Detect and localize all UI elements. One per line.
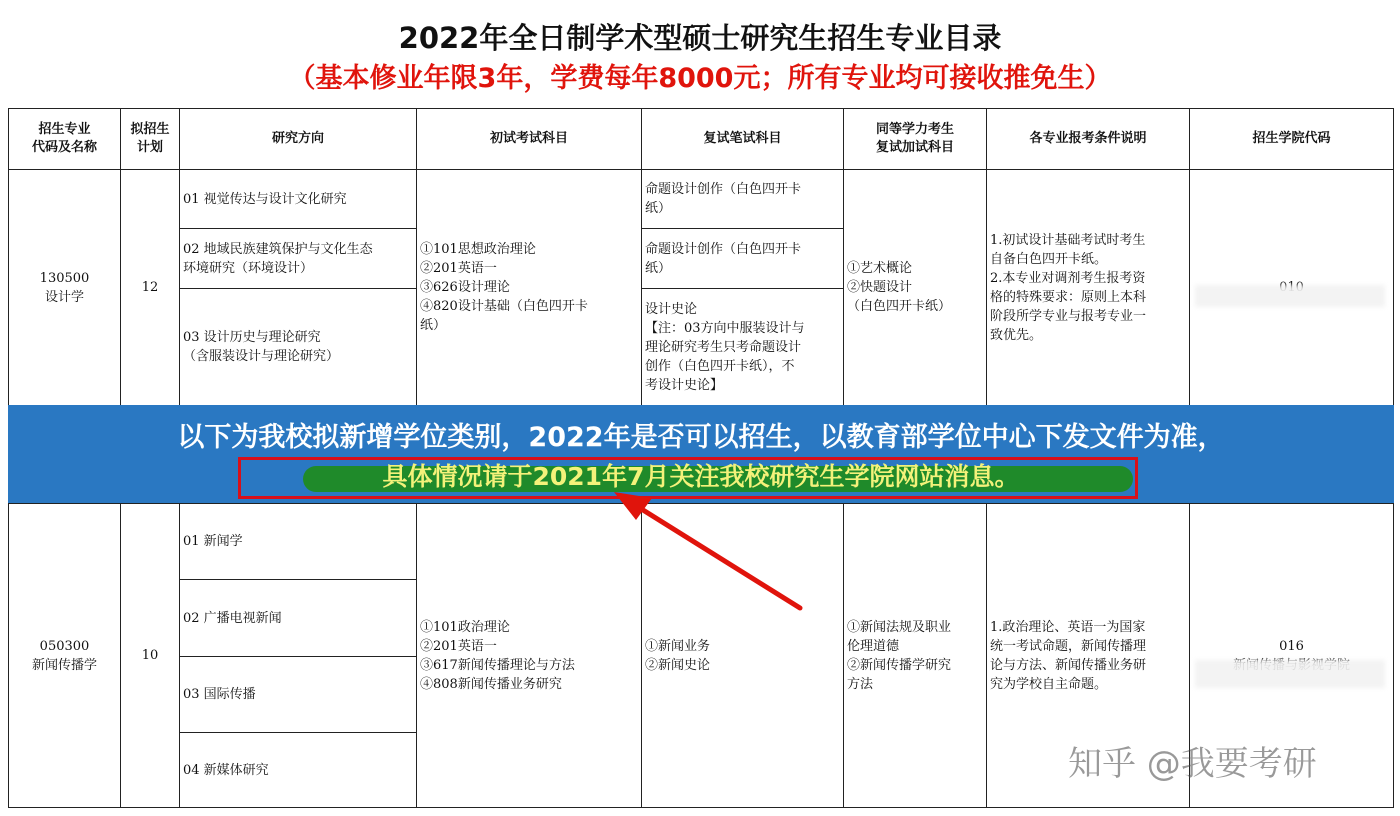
design-plan: 12 xyxy=(120,169,180,406)
journalism-extra: ①新闻法规及职业 伦理道德 ②新闻传播学研究 方法 xyxy=(843,503,987,808)
journalism-major: 050300 新闻传播学 xyxy=(8,503,121,808)
journalism-direction-02: 02 广播电视新闻 xyxy=(179,579,417,657)
header-college: 招生学院代码 xyxy=(1189,108,1394,170)
header-extra: 同等学力考生 复试加试科目 xyxy=(843,108,987,170)
journalism-plan: 10 xyxy=(120,503,180,808)
design-exam2-01: 命题设计创作（白色四开卡 纸） xyxy=(641,169,844,229)
journalism-college: 016 xyxy=(1189,503,1394,808)
design-direction-03: 03 设计历史与理论研究 （含服装设计与理论研究） xyxy=(179,288,417,406)
header-major: 招生专业 代码及名称 xyxy=(8,108,121,170)
design-direction-01: 01 视觉传达与设计文化研究 xyxy=(179,169,417,229)
design-direction-02: 02 地域民族建筑保护与文化生态 环境研究（环境设计） xyxy=(179,228,417,289)
header-conditions: 各专业报考条件说明 xyxy=(986,108,1190,170)
page-title: 2022年全日制学术型硕士研究生招生专业目录 xyxy=(398,21,1002,55)
journalism-exam1: ①101政治理论 ②201英语一 ③617新闻传播理论与方法 ④808新闻传播业务研究 xyxy=(416,503,642,808)
design-major: 130500 设计学 xyxy=(8,169,121,406)
header-direction: 研究方向 xyxy=(179,108,417,170)
page-subtitle: （基本修业年限3年，学费每年8000元；所有专业均可接收推免生） xyxy=(288,63,1112,94)
design-conditions: 1.初试设计基础考试时考生 自备白色四开卡纸。 2.本专业对调剂考生报考资 格的特殊要求：原则上本科 阶段所学专业与报考专业一 致优先。 xyxy=(986,169,1190,406)
journalism-exam2: ①新闻业务 ②新闻史论 xyxy=(641,503,844,808)
journalism-direction-04: 04 新媒体研究 xyxy=(179,732,417,808)
banner-line-2: 具体情况请于2021年7月关注我校研究生学院网站消息。 xyxy=(382,462,1020,491)
zhihu-watermark: 知乎 @我要考研 xyxy=(1068,744,1317,784)
journalism-direction-01: 01 新闻学 xyxy=(179,503,417,580)
design-exam2-03: 设计史论 【注：03方向中服装设计与 理论研究考生只考命题设计 创作（白色四开卡纸），不 考设计史论】 xyxy=(641,288,844,406)
design-exam2-02: 命题设计创作（白色四开卡 纸） xyxy=(641,228,844,289)
journalism-conditions: 1.政治理论、英语一为国家 统一考试命题，新闻传播理 论与方法、新闻传播业务研 究为学校自主命题。 xyxy=(986,503,1190,808)
design-exam1: ①101思想政治理论 ②201英语一 ③626设计理论 ④820设计基础（白色四开卡 纸） xyxy=(416,169,642,406)
header-exam1: 初试考试科目 xyxy=(416,108,642,170)
banner-line-1: 以下为我校拟新增学位类别，2022年是否可以招生，以教育部学位中心下发文件为准， xyxy=(177,422,1225,453)
header-plan: 拟招生 计划 xyxy=(120,108,180,170)
journalism-direction-03: 03 国际传播 xyxy=(179,656,417,733)
header-exam2: 复试笔试科目 xyxy=(641,108,844,170)
design-extra: ①艺术概论 ②快题设计 （白色四开卡纸） xyxy=(843,169,987,406)
